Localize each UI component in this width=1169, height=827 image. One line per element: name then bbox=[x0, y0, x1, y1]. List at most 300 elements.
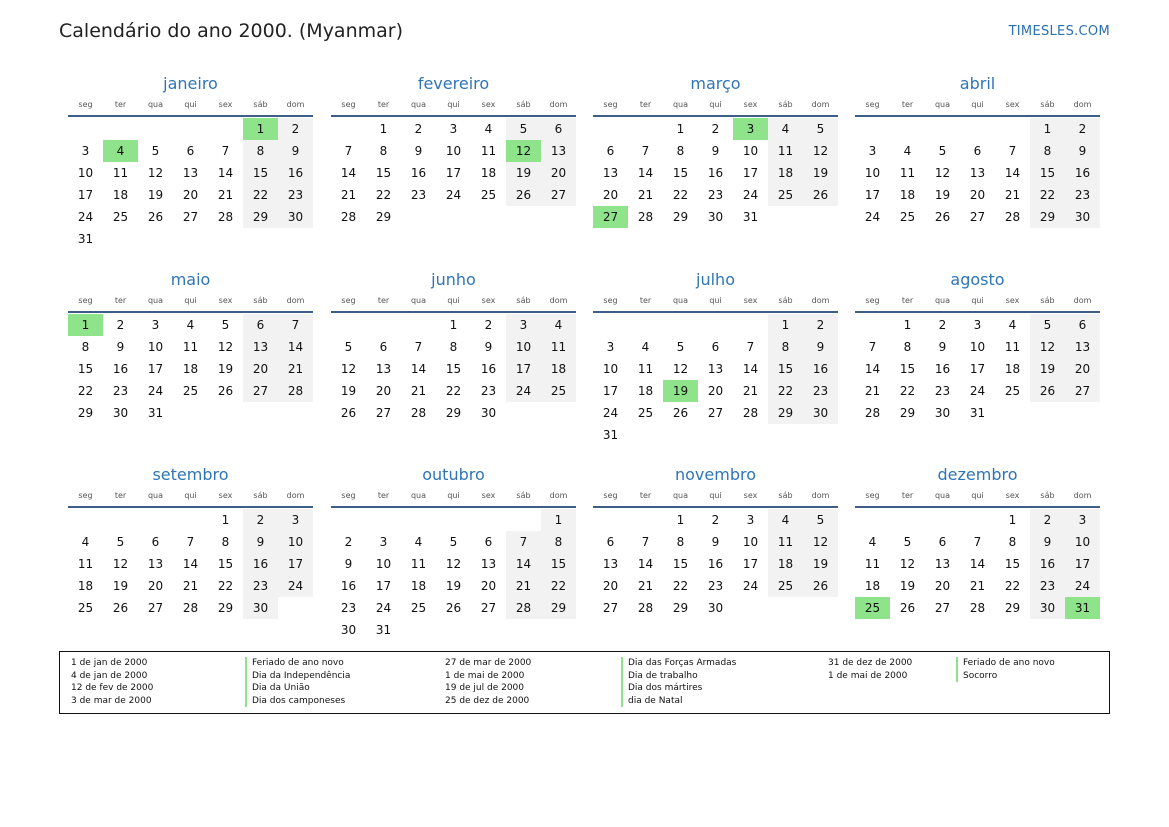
day-cell[interactable]: 17 bbox=[742, 166, 759, 180]
day-cell[interactable]: 12 bbox=[803, 140, 838, 162]
day-cell[interactable]: 6 bbox=[711, 340, 720, 354]
day-cell[interactable]: 23 bbox=[410, 188, 427, 202]
day-cell[interactable]: 29 bbox=[217, 601, 234, 615]
day-cell[interactable]: 21 bbox=[506, 575, 541, 597]
day-cell[interactable]: 11 bbox=[768, 140, 803, 162]
day-cell[interactable]: 18 bbox=[899, 188, 916, 202]
day-cell[interactable]: 6 bbox=[186, 144, 195, 158]
day-cell[interactable]: 23 bbox=[243, 575, 278, 597]
day-cell[interactable]: 7 bbox=[641, 535, 650, 549]
day-cell[interactable]: 19 bbox=[340, 384, 357, 398]
day-cell[interactable]: 18 bbox=[112, 188, 129, 202]
day-cell[interactable]: 10 bbox=[445, 144, 462, 158]
day-cell[interactable]: 30 bbox=[1030, 597, 1065, 619]
day-cell[interactable]: 20 bbox=[934, 579, 951, 593]
day-cell[interactable]: 6 bbox=[484, 535, 493, 549]
day-cell[interactable]: 9 bbox=[484, 340, 493, 354]
day-cell[interactable]: 24 bbox=[375, 601, 392, 615]
day-cell[interactable]: 25 bbox=[541, 380, 576, 402]
day-cell[interactable]: 7 bbox=[641, 144, 650, 158]
day-cell[interactable]: 26 bbox=[506, 184, 541, 206]
day-cell[interactable]: 31 bbox=[375, 623, 392, 637]
day-cell[interactable]: 1 bbox=[221, 513, 230, 527]
day-cell[interactable]: 22 bbox=[672, 579, 689, 593]
day-cell[interactable]: 2 bbox=[116, 318, 125, 332]
holiday-day-cell[interactable]: 25 bbox=[855, 597, 890, 619]
day-cell[interactable]: 23 bbox=[803, 380, 838, 402]
day-cell[interactable]: 3 bbox=[1065, 509, 1100, 531]
day-cell[interactable]: 5 bbox=[344, 340, 353, 354]
day-cell[interactable]: 30 bbox=[707, 601, 724, 615]
day-cell[interactable]: 13 bbox=[602, 557, 619, 571]
holiday-day-cell[interactable]: 31 bbox=[1065, 597, 1100, 619]
day-cell[interactable]: 8 bbox=[676, 144, 685, 158]
day-cell[interactable]: 15 bbox=[77, 362, 94, 376]
day-cell[interactable]: 10 bbox=[864, 166, 881, 180]
day-cell[interactable]: 3 bbox=[278, 509, 313, 531]
day-cell[interactable]: 18 bbox=[637, 384, 654, 398]
day-cell[interactable]: 25 bbox=[768, 575, 803, 597]
day-cell[interactable]: 22 bbox=[77, 384, 94, 398]
day-cell[interactable]: 15 bbox=[672, 557, 689, 571]
day-cell[interactable]: 4 bbox=[541, 314, 576, 336]
day-cell[interactable]: 30 bbox=[707, 210, 724, 224]
day-cell[interactable]: 14 bbox=[217, 166, 234, 180]
day-cell[interactable]: 23 bbox=[707, 188, 724, 202]
day-cell[interactable]: 6 bbox=[606, 535, 615, 549]
day-cell[interactable]: 26 bbox=[899, 601, 916, 615]
day-cell[interactable]: 21 bbox=[278, 358, 313, 380]
day-cell[interactable]: 6 bbox=[1065, 314, 1100, 336]
day-cell[interactable]: 31 bbox=[602, 428, 619, 442]
day-cell[interactable]: 7 bbox=[1008, 144, 1017, 158]
day-cell[interactable]: 6 bbox=[938, 535, 947, 549]
day-cell[interactable]: 26 bbox=[445, 601, 462, 615]
day-cell[interactable]: 1 bbox=[379, 122, 388, 136]
day-cell[interactable]: 24 bbox=[1065, 575, 1100, 597]
day-cell[interactable]: 3 bbox=[868, 144, 877, 158]
day-cell[interactable]: 10 bbox=[969, 340, 986, 354]
day-cell[interactable]: 11 bbox=[182, 340, 199, 354]
day-cell[interactable]: 8 bbox=[243, 140, 278, 162]
day-cell[interactable]: 17 bbox=[864, 188, 881, 202]
day-cell[interactable]: 23 bbox=[112, 384, 129, 398]
day-cell[interactable]: 12 bbox=[445, 557, 462, 571]
day-cell[interactable]: 11 bbox=[77, 557, 94, 571]
day-cell[interactable]: 26 bbox=[1030, 380, 1065, 402]
day-cell[interactable]: 20 bbox=[480, 579, 497, 593]
day-cell[interactable]: 17 bbox=[278, 553, 313, 575]
day-cell[interactable]: 27 bbox=[243, 380, 278, 402]
day-cell[interactable]: 9 bbox=[711, 535, 720, 549]
day-cell[interactable]: 12 bbox=[217, 340, 234, 354]
day-cell[interactable]: 16 bbox=[1030, 553, 1065, 575]
day-cell[interactable]: 8 bbox=[81, 340, 90, 354]
day-cell[interactable]: 13 bbox=[602, 166, 619, 180]
day-cell[interactable]: 5 bbox=[151, 144, 160, 158]
day-cell[interactable]: 10 bbox=[278, 531, 313, 553]
day-cell[interactable]: 24 bbox=[742, 579, 759, 593]
day-cell[interactable]: 25 bbox=[112, 210, 129, 224]
day-cell[interactable]: 10 bbox=[742, 144, 759, 158]
day-cell[interactable]: 25 bbox=[410, 601, 427, 615]
day-cell[interactable]: 4 bbox=[768, 509, 803, 531]
day-cell[interactable]: 19 bbox=[1030, 358, 1065, 380]
day-cell[interactable]: 7 bbox=[973, 535, 982, 549]
day-cell[interactable]: 15 bbox=[541, 553, 576, 575]
day-cell[interactable]: 16 bbox=[707, 557, 724, 571]
day-cell[interactable]: 11 bbox=[112, 166, 129, 180]
day-cell[interactable]: 30 bbox=[1065, 206, 1100, 228]
day-cell[interactable]: 28 bbox=[340, 210, 357, 224]
day-cell[interactable]: 1 bbox=[1008, 513, 1017, 527]
day-cell[interactable]: 7 bbox=[344, 144, 353, 158]
day-cell[interactable]: 18 bbox=[768, 162, 803, 184]
day-cell[interactable]: 4 bbox=[903, 144, 912, 158]
day-cell[interactable]: 22 bbox=[899, 384, 916, 398]
day-cell[interactable]: 25 bbox=[182, 384, 199, 398]
day-cell[interactable]: 19 bbox=[112, 579, 129, 593]
day-cell[interactable]: 6 bbox=[243, 314, 278, 336]
day-cell[interactable]: 19 bbox=[506, 162, 541, 184]
day-cell[interactable]: 5 bbox=[676, 340, 685, 354]
day-cell[interactable]: 29 bbox=[541, 597, 576, 619]
day-cell[interactable]: 8 bbox=[379, 144, 388, 158]
day-cell[interactable]: 20 bbox=[1065, 358, 1100, 380]
day-cell[interactable]: 28 bbox=[217, 210, 234, 224]
day-cell[interactable]: 3 bbox=[449, 122, 458, 136]
day-cell[interactable]: 18 bbox=[77, 579, 94, 593]
day-cell[interactable]: 29 bbox=[1004, 601, 1021, 615]
day-cell[interactable]: 5 bbox=[903, 535, 912, 549]
day-cell[interactable]: 10 bbox=[1065, 531, 1100, 553]
day-cell[interactable]: 2 bbox=[344, 535, 353, 549]
day-cell[interactable]: 1 bbox=[1030, 118, 1065, 140]
day-cell[interactable]: 17 bbox=[742, 557, 759, 571]
day-cell[interactable]: 3 bbox=[379, 535, 388, 549]
day-cell[interactable]: 29 bbox=[1030, 206, 1065, 228]
day-cell[interactable]: 20 bbox=[969, 188, 986, 202]
day-cell[interactable]: 14 bbox=[506, 553, 541, 575]
day-cell[interactable]: 29 bbox=[243, 206, 278, 228]
day-cell[interactable]: 27 bbox=[375, 406, 392, 420]
day-cell[interactable]: 7 bbox=[278, 314, 313, 336]
day-cell[interactable]: 7 bbox=[868, 340, 877, 354]
day-cell[interactable]: 31 bbox=[742, 210, 759, 224]
day-cell[interactable]: 26 bbox=[934, 210, 951, 224]
day-cell[interactable]: 7 bbox=[414, 340, 423, 354]
day-cell[interactable]: 6 bbox=[379, 340, 388, 354]
day-cell[interactable]: 16 bbox=[707, 166, 724, 180]
day-cell[interactable]: 2 bbox=[243, 509, 278, 531]
day-cell[interactable]: 15 bbox=[768, 358, 803, 380]
day-cell[interactable]: 14 bbox=[742, 362, 759, 376]
day-cell[interactable]: 24 bbox=[445, 188, 462, 202]
day-cell[interactable]: 28 bbox=[969, 601, 986, 615]
day-cell[interactable]: 1 bbox=[676, 122, 685, 136]
day-cell[interactable]: 12 bbox=[112, 557, 129, 571]
day-cell[interactable]: 18 bbox=[480, 166, 497, 180]
day-cell[interactable]: 27 bbox=[969, 210, 986, 224]
day-cell[interactable]: 6 bbox=[606, 144, 615, 158]
day-cell[interactable]: 8 bbox=[1030, 140, 1065, 162]
day-cell[interactable]: 1 bbox=[676, 513, 685, 527]
day-cell[interactable]: 4 bbox=[868, 535, 877, 549]
day-cell[interactable]: 29 bbox=[672, 601, 689, 615]
holiday-day-cell[interactable]: 1 bbox=[243, 118, 278, 140]
day-cell[interactable]: 2 bbox=[278, 118, 313, 140]
day-cell[interactable]: 12 bbox=[672, 362, 689, 376]
day-cell[interactable]: 4 bbox=[641, 340, 650, 354]
day-cell[interactable]: 30 bbox=[278, 206, 313, 228]
day-cell[interactable]: 24 bbox=[506, 380, 541, 402]
day-cell[interactable]: 26 bbox=[147, 210, 164, 224]
day-cell[interactable]: 27 bbox=[182, 210, 199, 224]
day-cell[interactable]: 6 bbox=[973, 144, 982, 158]
day-cell[interactable]: 24 bbox=[147, 384, 164, 398]
holiday-day-cell[interactable]: 27 bbox=[593, 206, 628, 228]
day-cell[interactable]: 21 bbox=[217, 188, 234, 202]
day-cell[interactable]: 8 bbox=[221, 535, 230, 549]
day-cell[interactable]: 27 bbox=[480, 601, 497, 615]
day-cell[interactable]: 28 bbox=[637, 601, 654, 615]
day-cell[interactable]: 12 bbox=[1030, 336, 1065, 358]
day-cell[interactable]: 6 bbox=[151, 535, 160, 549]
day-cell[interactable]: 5 bbox=[449, 535, 458, 549]
day-cell[interactable]: 10 bbox=[506, 336, 541, 358]
day-cell[interactable]: 30 bbox=[934, 406, 951, 420]
day-cell[interactable]: 10 bbox=[602, 362, 619, 376]
day-cell[interactable]: 20 bbox=[375, 384, 392, 398]
day-cell[interactable]: 5 bbox=[116, 535, 125, 549]
day-cell[interactable]: 30 bbox=[112, 406, 129, 420]
day-cell[interactable]: 14 bbox=[410, 362, 427, 376]
day-cell[interactable]: 4 bbox=[186, 318, 195, 332]
day-cell[interactable]: 11 bbox=[768, 531, 803, 553]
day-cell[interactable]: 5 bbox=[221, 318, 230, 332]
day-cell[interactable]: 11 bbox=[541, 336, 576, 358]
day-cell[interactable]: 27 bbox=[1065, 380, 1100, 402]
day-cell[interactable]: 23 bbox=[480, 384, 497, 398]
day-cell[interactable]: 25 bbox=[899, 210, 916, 224]
day-cell[interactable]: 21 bbox=[969, 579, 986, 593]
day-cell[interactable]: 19 bbox=[899, 579, 916, 593]
day-cell[interactable]: 13 bbox=[182, 166, 199, 180]
day-cell[interactable]: 16 bbox=[934, 362, 951, 376]
day-cell[interactable]: 23 bbox=[1030, 575, 1065, 597]
day-cell[interactable]: 15 bbox=[1004, 557, 1021, 571]
day-cell[interactable]: 11 bbox=[1004, 340, 1021, 354]
day-cell[interactable]: 13 bbox=[934, 557, 951, 571]
day-cell[interactable]: 21 bbox=[410, 384, 427, 398]
day-cell[interactable]: 20 bbox=[541, 162, 576, 184]
day-cell[interactable]: 9 bbox=[243, 531, 278, 553]
day-cell[interactable]: 28 bbox=[182, 601, 199, 615]
holiday-day-cell[interactable]: 19 bbox=[663, 380, 698, 402]
day-cell[interactable]: 29 bbox=[375, 210, 392, 224]
day-cell[interactable]: 8 bbox=[768, 336, 803, 358]
day-cell[interactable]: 16 bbox=[112, 362, 129, 376]
day-cell[interactable]: 17 bbox=[445, 166, 462, 180]
day-cell[interactable]: 4 bbox=[414, 535, 423, 549]
holiday-day-cell[interactable]: 4 bbox=[103, 140, 138, 162]
day-cell[interactable]: 13 bbox=[375, 362, 392, 376]
day-cell[interactable]: 3 bbox=[606, 340, 615, 354]
day-cell[interactable]: 14 bbox=[864, 362, 881, 376]
day-cell[interactable]: 25 bbox=[77, 601, 94, 615]
day-cell[interactable]: 27 bbox=[602, 601, 619, 615]
day-cell[interactable]: 29 bbox=[77, 406, 94, 420]
day-cell[interactable]: 12 bbox=[803, 531, 838, 553]
day-cell[interactable]: 16 bbox=[243, 553, 278, 575]
day-cell[interactable]: 24 bbox=[969, 384, 986, 398]
day-cell[interactable]: 23 bbox=[278, 184, 313, 206]
day-cell[interactable]: 3 bbox=[151, 318, 160, 332]
day-cell[interactable]: 1 bbox=[903, 318, 912, 332]
day-cell[interactable]: 23 bbox=[340, 601, 357, 615]
day-cell[interactable]: 2 bbox=[1065, 118, 1100, 140]
day-cell[interactable]: 17 bbox=[1065, 553, 1100, 575]
day-cell[interactable]: 22 bbox=[445, 384, 462, 398]
day-cell[interactable]: 21 bbox=[340, 188, 357, 202]
day-cell[interactable]: 9 bbox=[938, 340, 947, 354]
day-cell[interactable]: 4 bbox=[768, 118, 803, 140]
day-cell[interactable]: 13 bbox=[243, 336, 278, 358]
day-cell[interactable]: 11 bbox=[864, 557, 881, 571]
day-cell[interactable]: 26 bbox=[112, 601, 129, 615]
day-cell[interactable]: 12 bbox=[147, 166, 164, 180]
day-cell[interactable]: 2 bbox=[1030, 509, 1065, 531]
day-cell[interactable]: 3 bbox=[746, 513, 755, 527]
day-cell[interactable]: 26 bbox=[672, 406, 689, 420]
day-cell[interactable]: 14 bbox=[278, 336, 313, 358]
day-cell[interactable]: 21 bbox=[637, 188, 654, 202]
day-cell[interactable]: 19 bbox=[147, 188, 164, 202]
day-cell[interactable]: 14 bbox=[340, 166, 357, 180]
day-cell[interactable]: 13 bbox=[147, 557, 164, 571]
day-cell[interactable]: 27 bbox=[147, 601, 164, 615]
day-cell[interactable]: 16 bbox=[410, 166, 427, 180]
day-cell[interactable]: 21 bbox=[864, 384, 881, 398]
day-cell[interactable]: 15 bbox=[899, 362, 916, 376]
day-cell[interactable]: 9 bbox=[711, 144, 720, 158]
day-cell[interactable]: 26 bbox=[217, 384, 234, 398]
day-cell[interactable]: 2 bbox=[414, 122, 423, 136]
day-cell[interactable]: 14 bbox=[1004, 166, 1021, 180]
day-cell[interactable]: 13 bbox=[969, 166, 986, 180]
day-cell[interactable]: 11 bbox=[410, 557, 427, 571]
day-cell[interactable]: 16 bbox=[340, 579, 357, 593]
day-cell[interactable]: 21 bbox=[637, 579, 654, 593]
day-cell[interactable]: 20 bbox=[707, 384, 724, 398]
day-cell[interactable]: 3 bbox=[81, 144, 90, 158]
day-cell[interactable]: 24 bbox=[602, 406, 619, 420]
holiday-day-cell[interactable]: 12 bbox=[506, 140, 541, 162]
day-cell[interactable]: 22 bbox=[672, 188, 689, 202]
day-cell[interactable]: 16 bbox=[480, 362, 497, 376]
day-cell[interactable]: 30 bbox=[340, 623, 357, 637]
day-cell[interactable]: 2 bbox=[711, 513, 720, 527]
day-cell[interactable]: 7 bbox=[506, 531, 541, 553]
day-cell[interactable]: 22 bbox=[1004, 579, 1021, 593]
day-cell[interactable]: 3 bbox=[973, 318, 982, 332]
day-cell[interactable]: 5 bbox=[803, 509, 838, 531]
day-cell[interactable]: 28 bbox=[506, 597, 541, 619]
day-cell[interactable]: 26 bbox=[803, 184, 838, 206]
day-cell[interactable]: 3 bbox=[506, 314, 541, 336]
day-cell[interactable]: 16 bbox=[278, 162, 313, 184]
day-cell[interactable]: 2 bbox=[484, 318, 493, 332]
day-cell[interactable]: 21 bbox=[1004, 188, 1021, 202]
day-cell[interactable]: 12 bbox=[340, 362, 357, 376]
day-cell[interactable]: 29 bbox=[445, 406, 462, 420]
day-cell[interactable]: 5 bbox=[506, 118, 541, 140]
day-cell[interactable]: 27 bbox=[934, 601, 951, 615]
day-cell[interactable]: 17 bbox=[969, 362, 986, 376]
day-cell[interactable]: 2 bbox=[803, 314, 838, 336]
day-cell[interactable]: 27 bbox=[707, 406, 724, 420]
day-cell[interactable]: 31 bbox=[969, 406, 986, 420]
day-cell[interactable]: 18 bbox=[1004, 362, 1021, 376]
day-cell[interactable]: 25 bbox=[480, 188, 497, 202]
day-cell[interactable]: 18 bbox=[768, 553, 803, 575]
day-cell[interactable]: 4 bbox=[81, 535, 90, 549]
day-cell[interactable]: 11 bbox=[480, 144, 497, 158]
day-cell[interactable]: 11 bbox=[899, 166, 916, 180]
day-cell[interactable]: 9 bbox=[278, 140, 313, 162]
day-cell[interactable]: 28 bbox=[637, 210, 654, 224]
day-cell[interactable]: 24 bbox=[864, 210, 881, 224]
day-cell[interactable]: 25 bbox=[768, 184, 803, 206]
day-cell[interactable]: 8 bbox=[449, 340, 458, 354]
day-cell[interactable]: 6 bbox=[541, 118, 576, 140]
day-cell[interactable]: 29 bbox=[672, 210, 689, 224]
day-cell[interactable]: 15 bbox=[672, 166, 689, 180]
day-cell[interactable]: 19 bbox=[934, 188, 951, 202]
day-cell[interactable]: 20 bbox=[182, 188, 199, 202]
day-cell[interactable]: 22 bbox=[768, 380, 803, 402]
day-cell[interactable]: 22 bbox=[243, 184, 278, 206]
holiday-day-cell[interactable]: 1 bbox=[68, 314, 103, 336]
day-cell[interactable]: 26 bbox=[803, 575, 838, 597]
day-cell[interactable]: 9 bbox=[414, 144, 423, 158]
day-cell[interactable]: 15 bbox=[217, 557, 234, 571]
day-cell[interactable]: 9 bbox=[1065, 140, 1100, 162]
day-cell[interactable]: 14 bbox=[637, 557, 654, 571]
brand-link[interactable]: TIMESLES.COM bbox=[1008, 24, 1110, 39]
day-cell[interactable]: 20 bbox=[243, 358, 278, 380]
day-cell[interactable]: 22 bbox=[541, 575, 576, 597]
day-cell[interactable]: 21 bbox=[182, 579, 199, 593]
day-cell[interactable]: 15 bbox=[375, 166, 392, 180]
day-cell[interactable]: 1 bbox=[768, 314, 803, 336]
day-cell[interactable]: 9 bbox=[803, 336, 838, 358]
day-cell[interactable]: 8 bbox=[1008, 535, 1017, 549]
day-cell[interactable]: 19 bbox=[803, 162, 838, 184]
day-cell[interactable]: 7 bbox=[746, 340, 755, 354]
day-cell[interactable]: 24 bbox=[77, 210, 94, 224]
day-cell[interactable]: 28 bbox=[278, 380, 313, 402]
day-cell[interactable]: 17 bbox=[602, 384, 619, 398]
day-cell[interactable]: 16 bbox=[1065, 162, 1100, 184]
day-cell[interactable]: 24 bbox=[742, 188, 759, 202]
day-cell[interactable]: 4 bbox=[1008, 318, 1017, 332]
day-cell[interactable]: 23 bbox=[934, 384, 951, 398]
day-cell[interactable]: 7 bbox=[221, 144, 230, 158]
day-cell[interactable]: 5 bbox=[1030, 314, 1065, 336]
day-cell[interactable]: 9 bbox=[1030, 531, 1065, 553]
day-cell[interactable]: 24 bbox=[278, 575, 313, 597]
